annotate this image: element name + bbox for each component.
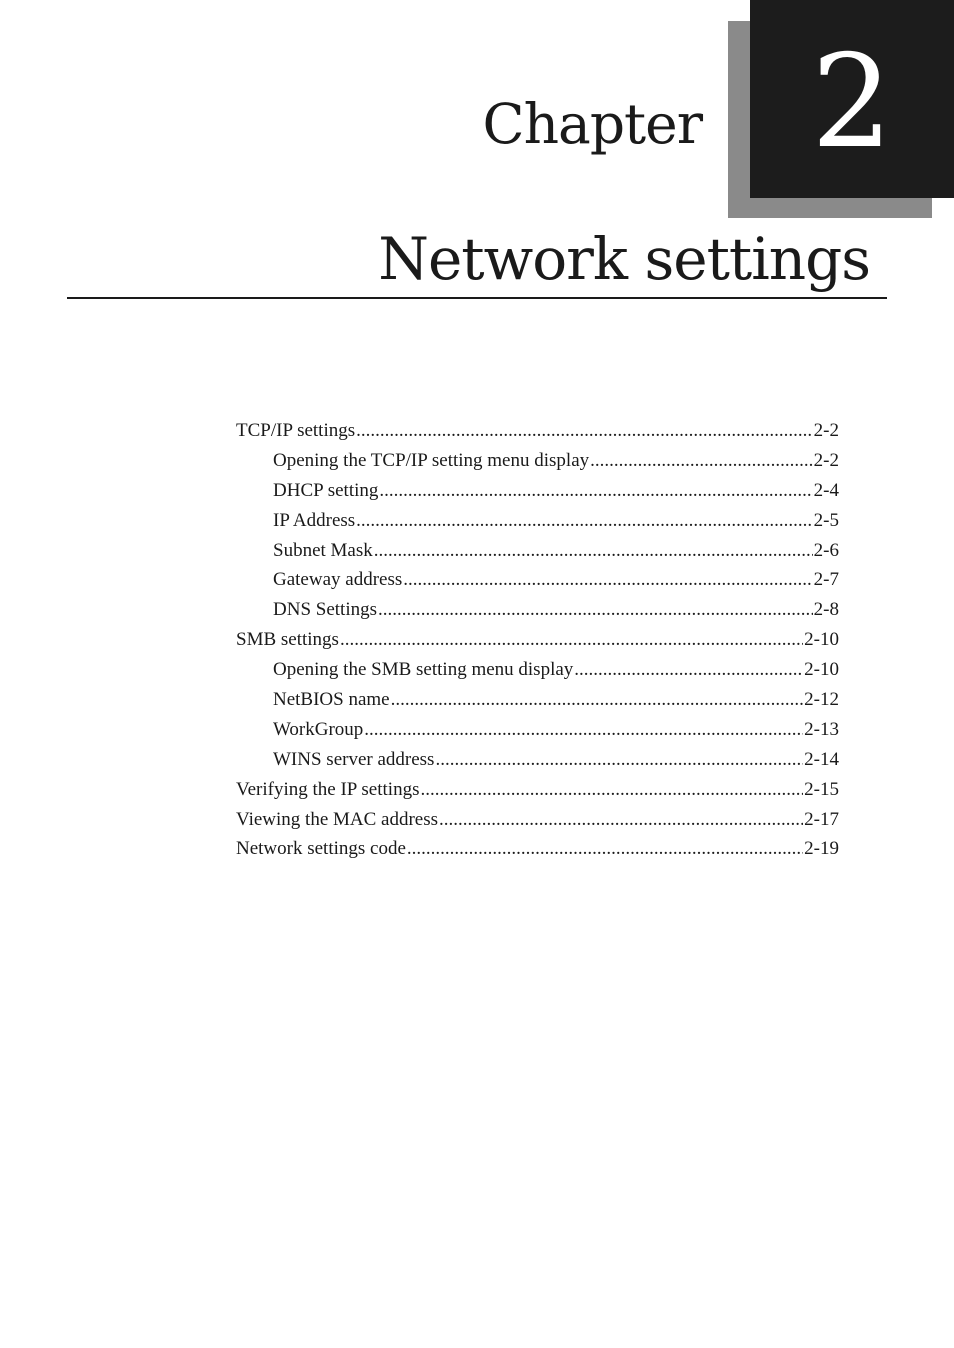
- toc-entry[interactable]: [236, 599, 839, 629]
- toc-entry-page: 2-6: [813, 539, 839, 561]
- toc-leader-dots: [435, 749, 803, 771]
- toc-entry-page: 2-12: [804, 689, 839, 711]
- toc-entry-page: 2-7: [813, 569, 839, 591]
- toc-entry[interactable]: [236, 809, 839, 839]
- toc-leader-dots: [379, 480, 812, 502]
- toc-leader-dots: [340, 629, 803, 651]
- toc-entry[interactable]: [236, 629, 839, 659]
- toc-leader-dots: [374, 540, 813, 562]
- toc-entry-label: WINS server address: [273, 748, 435, 770]
- toc-leader-dots: [420, 779, 803, 801]
- toc-entry-page: 2-15: [804, 778, 839, 800]
- toc-entry-label: NetBIOS name: [273, 689, 390, 711]
- toc-entry[interactable]: [236, 480, 839, 510]
- toc-entry[interactable]: [236, 719, 839, 749]
- toc-entry[interactable]: [236, 569, 839, 599]
- toc-entry-page: 2-14: [804, 748, 839, 770]
- toc-entry-label: Subnet Mask: [273, 539, 373, 561]
- toc-entry-page: 2-4: [813, 479, 839, 501]
- chapter-label: Chapter: [482, 92, 702, 156]
- toc-entry-page: 2-2: [813, 449, 839, 471]
- toc-entry[interactable]: [236, 838, 839, 868]
- toc-entry[interactable]: [236, 779, 839, 809]
- toc-entry-page: 2-10: [804, 629, 839, 651]
- toc-entry-label: Viewing the MAC address: [236, 808, 439, 830]
- toc-entry-label: SMB settings: [236, 629, 339, 651]
- toc-leader-dots: [378, 599, 813, 621]
- toc-entry[interactable]: [236, 689, 839, 719]
- chapter-title: Network settings: [378, 225, 870, 293]
- table-of-contents: [236, 420, 839, 868]
- toc-entry-label: DNS Settings: [273, 599, 377, 621]
- chapter-number: 2: [811, 28, 893, 177]
- toc-entry-label: Gateway address: [273, 569, 403, 591]
- toc-leader-dots: [364, 719, 803, 741]
- title-rule: [67, 297, 887, 299]
- toc-entry[interactable]: [236, 510, 839, 540]
- toc-entry-label: Verifying the IP settings: [236, 778, 420, 800]
- toc-entry-page: 2-8: [813, 599, 839, 621]
- toc-entry-label: TCP/IP settings: [236, 420, 356, 441]
- toc-entry[interactable]: [236, 540, 839, 570]
- toc-entry[interactable]: [236, 450, 839, 480]
- toc-leader-dots: [403, 569, 812, 591]
- toc-entry[interactable]: [236, 659, 839, 689]
- toc-entry[interactable]: [236, 420, 839, 450]
- toc-leader-dots: [407, 838, 803, 860]
- toc-entry-page: 2-10: [804, 659, 839, 681]
- toc-entry-label: DHCP setting: [273, 479, 379, 501]
- toc-entry-page: 2-17: [804, 808, 839, 830]
- toc-entry-page: 2-5: [813, 509, 839, 531]
- toc-entry-label: Network settings code: [236, 838, 406, 860]
- toc-leader-dots: [590, 450, 813, 472]
- toc-leader-dots: [356, 420, 813, 442]
- toc-entry-label: Opening the TCP/IP setting menu display: [273, 449, 590, 471]
- toc-entry-label: Opening the SMB setting menu display: [273, 659, 574, 681]
- toc-entry-label: WorkGroup: [273, 718, 364, 740]
- chapter-number-box: [750, 0, 954, 198]
- toc-entry-label: IP Address: [273, 509, 356, 531]
- toc-entry-page: 2-2: [813, 420, 839, 441]
- toc-entry[interactable]: [236, 749, 839, 779]
- toc-leader-dots: [391, 689, 804, 711]
- toc-entry-page: 2-13: [804, 718, 839, 740]
- toc-leader-dots: [574, 659, 803, 681]
- toc-leader-dots: [439, 809, 803, 831]
- toc-leader-dots: [356, 510, 813, 532]
- toc-entry-page: 2-19: [804, 838, 839, 860]
